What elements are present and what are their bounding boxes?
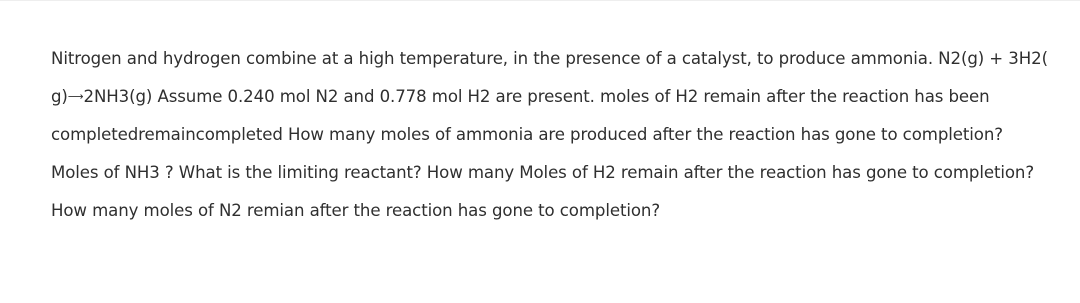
question-line-2 <box>51 78 1075 116</box>
question-line-1: Nitrogen and hydrogen combine at a high temperature, in the presence of a catalyst, to produce ammonia. N2(g) + 3H2( <box>51 49 1048 68</box>
question-text <box>51 40 1075 230</box>
question-line-5: How many moles of N2 remian after the reaction has gone to completion? <box>51 201 661 220</box>
question-line-2-start: g) <box>51 87 68 106</box>
question-line-2-rest: 2NH3(g) Assume 0.240 mol N2 and 0.778 mol H2 are present. moles of H2 remain after the reaction has been <box>83 87 990 106</box>
top-divider <box>0 0 1080 1</box>
question-line-3: completedremaincompleted How many moles of ammonia are produced after the reaction has gone to completion? <box>51 125 1003 144</box>
reaction-arrow-icon: ⟶ <box>67 90 84 103</box>
question-line-4: Moles of NH3 ? What is the limiting reactant? How many Moles of H2 remain after the reaction has gone to completion? <box>51 163 1035 182</box>
